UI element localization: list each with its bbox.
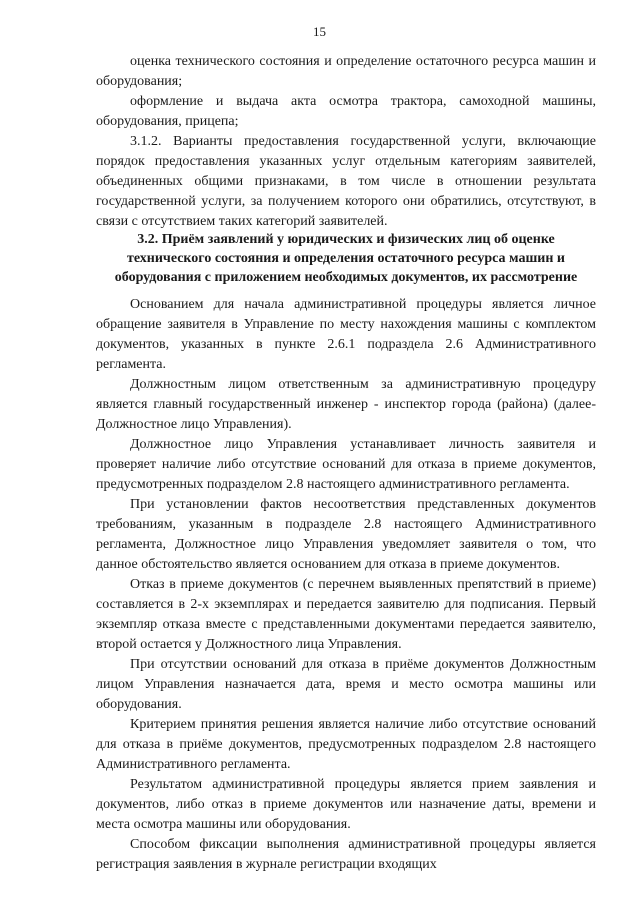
section-heading-line: 3.2. Приём заявлений у юридических и физических лиц об оценке xyxy=(137,232,555,247)
body-paragraph: Критерием принятия решения является наличие либо отсутствие оснований для отказа в приёме документов, предусмотренных подразделом 2.8 настоящего Административного регламента. xyxy=(96,717,596,772)
body-paragraph: Должностным лицом ответственным за административную процедуру является главный государственный инженер - инспектор города (района) (далее- Должностное лицо Управления). xyxy=(96,377,596,432)
intro-paragraph: оформление и выдача акта осмотра трактора, самоходной машины, оборудования, прицепа; xyxy=(96,94,596,129)
body-paragraph: При отсутствии оснований для отказа в приёме документов Должностным лицом Управления назначается дата, время и место осмотра машины или оборудования. xyxy=(96,657,596,712)
section-heading xyxy=(96,230,596,287)
intro-paragraph: оценка технического состояния и определение остаточного ресурса машин и оборудования; xyxy=(96,54,596,89)
body-paragraph: Способом фиксации выполнения административной процедуры является регистрация заявления в журнале регистрации входящих xyxy=(96,837,596,872)
section-heading-line: оборудования с приложением необходимых документов, их рассмотрение xyxy=(114,270,578,285)
body-paragraph: Отказ в приеме документов (с перечнем выявленных препятствий в приеме) составляется в 2-х экземплярах и передается заявителю для подписания. Первый экземпляр отказа вместе с представленными документами передается заявителю, второй остается у Должностного лица Управления. xyxy=(96,577,596,652)
intro-paragraph: 3.1.2. Варианты предоставления государственной услуги, включающие порядок предоставления указанных услуг отдельным категориям заявителей, объединенных общими признаками, в том числе в отношении результата государственной услуги, за получением которого они обратились, отсутствуют, в связи с отсутствием таких категорий заявителей. xyxy=(96,134,596,229)
body-text-block xyxy=(96,295,596,875)
section-heading-line: технического состояния и определения остаточного ресурса машин и xyxy=(126,251,565,266)
body-paragraph: Основанием для начала административной процедуры является личное обращение заявителя в Управление по месту нахождения машины с комплектом документов, указанных в пункте 2.6.1 подраздела 2.6 Административного регламента. xyxy=(96,297,596,372)
body-paragraph: Результатом административной процедуры является прием заявления и документов, либо отказ в приеме документов или назначение даты, времени и места осмотра машины или оборудования. xyxy=(96,777,596,832)
intro-text-block xyxy=(96,52,596,232)
body-paragraph: Должностное лицо Управления устанавливает личность заявителя и проверяет наличие либо отсутствие оснований для отказа в приеме документов, предусмотренных подразделом 2.8 настоящего административного регламента. xyxy=(96,437,596,492)
body-paragraph: При установлении фактов несоответствия представленных документов требованиям, указанным в подразделе 2.8 настоящего Административного регламента, Должностное лицо Управления уведомляет заявителя о том, что данное обстоятельство является основанием для отказа в приеме документов. xyxy=(96,497,596,572)
page-number: 15 xyxy=(313,24,326,39)
